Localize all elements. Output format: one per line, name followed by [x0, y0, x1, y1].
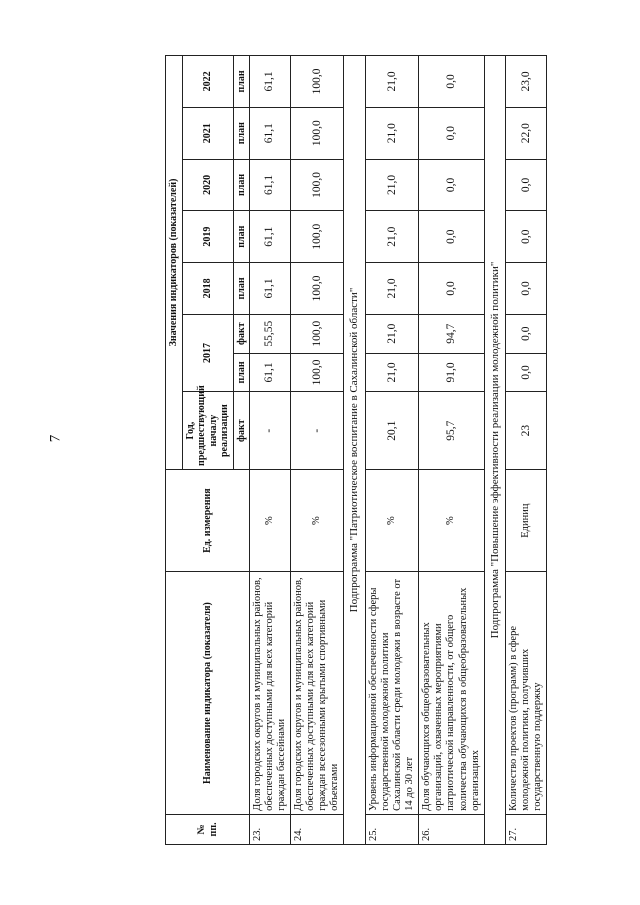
row-number: 24.	[291, 814, 344, 844]
col-2022-header: 2022	[182, 56, 233, 108]
fact-2017-cell: 21,0	[366, 314, 419, 353]
indicator-name: Количество проектов (программ) в сфере молодежной политики, получивших государственную поддержку	[506, 572, 547, 815]
col-2021-header: 2021	[182, 107, 233, 159]
indicator-name: Уровень информационной обеспеченности сферы государственной молодежной политики Сахалинской области среди молодежи в возрасте от 14 до 30 лет	[366, 572, 419, 815]
table-row	[291, 56, 344, 845]
unit-cell: %	[366, 469, 419, 571]
plan-2018-cell: 100,0	[291, 263, 344, 315]
col-values-header: Значения индикаторов (показателей)	[166, 56, 183, 470]
col-unit-header: Ед. измерения	[166, 469, 250, 571]
table-row	[419, 56, 484, 845]
fact-2017-cell: 100,0	[291, 314, 344, 353]
prev-fact-cell: 20,1	[366, 392, 419, 470]
plan-2018-cell: 61,1	[250, 263, 291, 315]
section-row	[344, 56, 366, 845]
table-row	[506, 56, 547, 845]
plan-2019-cell: 21,0	[366, 211, 419, 263]
plan-2020-cell: 100,0	[291, 159, 344, 211]
plan-2020-cell: 0,0	[506, 159, 547, 211]
plan-2021-cell: 21,0	[366, 107, 419, 159]
table-row	[366, 56, 419, 845]
unit-cell: %	[419, 469, 484, 571]
row-number: 27.	[506, 814, 547, 844]
header-row-1	[166, 56, 183, 845]
plan-2020-cell: 0,0	[419, 159, 484, 211]
plan-2021-cell: 0,0	[419, 107, 484, 159]
plan-2022-cell: 23,0	[506, 56, 547, 108]
col-name-header: Наименование индикатора (показателя)	[166, 572, 250, 815]
fact-2017-cell: 55,55	[250, 314, 291, 353]
col-2019-header: 2019	[182, 211, 233, 263]
plan-2022-cell: 61,1	[250, 56, 291, 108]
prev-fact-cell: 95,7	[419, 392, 484, 470]
prev-fact-cell: 23	[506, 392, 547, 470]
plan-2022-label: план	[233, 56, 250, 108]
indicator-name: Доля городских округов и муниципальных районов, обеспеченных доступными для всех категорий граждан бассейнами	[250, 572, 291, 815]
col-2020-header: 2020	[182, 159, 233, 211]
indicator-table	[165, 55, 547, 845]
plan-2020-label: план	[233, 159, 250, 211]
plan-2018-cell: 21,0	[366, 263, 419, 315]
plan-2017-cell: 21,0	[366, 353, 419, 392]
col-prev-year-header: Год, предшествующий началу реализации	[182, 392, 233, 470]
plan-2021-cell: 100,0	[291, 107, 344, 159]
plan-2019-label: план	[233, 211, 250, 263]
plan-2017-cell: 100,0	[291, 353, 344, 392]
plan-2017-label: план	[233, 353, 250, 392]
col-2018-header: 2018	[182, 263, 233, 315]
fact-2017-label: факт	[233, 314, 250, 353]
plan-2018-cell: 0,0	[419, 263, 484, 315]
plan-2020-cell: 21,0	[366, 159, 419, 211]
plan-2019-cell: 0,0	[419, 211, 484, 263]
unit-cell: Единиц	[506, 469, 547, 571]
row-number: 26.	[419, 814, 484, 844]
row-number: 25.	[366, 814, 419, 844]
plan-2021-label: план	[233, 107, 250, 159]
plan-2019-cell: 100,0	[291, 211, 344, 263]
prev-fact-label: факт	[233, 392, 250, 470]
prev-fact-cell: -	[291, 392, 344, 470]
plan-2019-cell: 61,1	[250, 211, 291, 263]
table-row	[250, 56, 291, 845]
col-no-header: № пп.	[166, 814, 250, 844]
unit-cell: %	[291, 469, 344, 571]
prev-fact-cell: -	[250, 392, 291, 470]
plan-2021-cell: 22,0	[506, 107, 547, 159]
plan-2019-cell: 0,0	[506, 211, 547, 263]
indicator-table-container	[165, 55, 590, 845]
plan-2021-cell: 61,1	[250, 107, 291, 159]
fact-2017-cell: 94,7	[419, 314, 484, 353]
plan-2017-cell: 91,0	[419, 353, 484, 392]
row-number: 23.	[250, 814, 291, 844]
indicator-name: Доля обучающихся общеобразовательных организаций, охваченных мероприятиями патриотической направленности, от общего количества обучающихся в общеобразовательных организациях	[419, 572, 484, 815]
section-row	[484, 56, 506, 845]
page-number: 7	[47, 434, 64, 443]
indicator-name: Доля городских округов и муниципальных районов, обеспеченных доступными для всех категорий граждан всесезонными крытыми спортивными объектами	[291, 572, 344, 815]
plan-2017-cell: 0,0	[506, 353, 547, 392]
plan-2017-cell: 61,1	[250, 353, 291, 392]
plan-2020-cell: 61,1	[250, 159, 291, 211]
plan-2022-cell: 0,0	[419, 56, 484, 108]
plan-2022-cell: 21,0	[366, 56, 419, 108]
subprogram-title: Подпрограмма "Патриотическое воспитание в Сахалинской области"	[344, 56, 366, 845]
subprogram-title: Подпрограмма "Повышение эффективности реализации молодежной политики"	[484, 56, 506, 845]
col-2017-header: 2017	[182, 314, 233, 392]
fact-2017-cell: 0,0	[506, 314, 547, 353]
plan-2018-cell: 0,0	[506, 263, 547, 315]
plan-2018-label: план	[233, 263, 250, 315]
unit-cell: %	[250, 469, 291, 571]
plan-2022-cell: 100,0	[291, 56, 344, 108]
